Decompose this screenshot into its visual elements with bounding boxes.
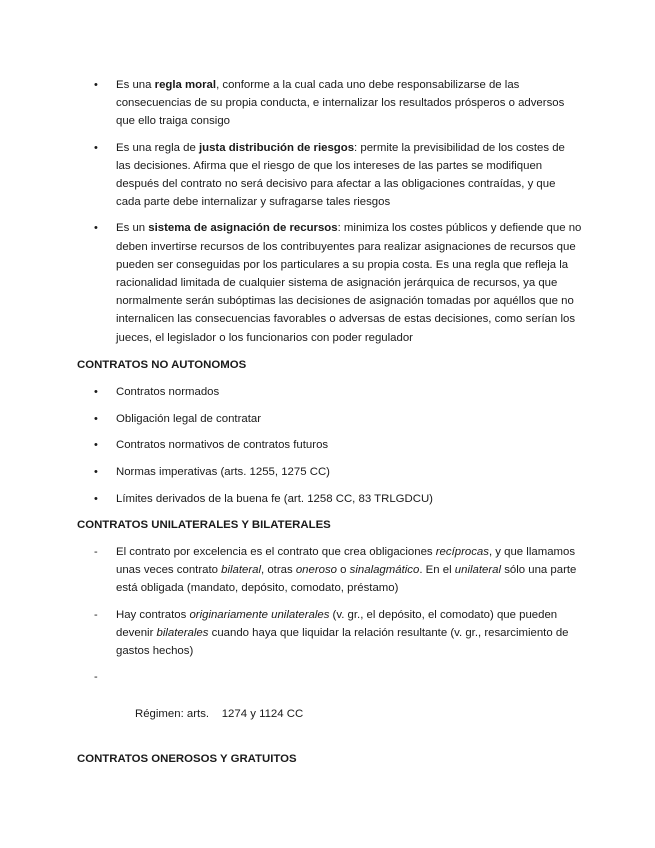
bullet-marker: • (94, 466, 98, 479)
list-item (0, 668, 582, 741)
item-bold: justa distribución de riesgos (198, 141, 355, 154)
section-heading-onerosos: CONTRATOS ONEROSOS Y GRATUITOS (77, 753, 297, 765)
section-heading-unilaterales: CONTRATOS UNILATERALES Y BILATERALES (77, 519, 331, 531)
item-text: Régimen: arts. 1274 y 1124 CC (135, 707, 304, 720)
item-text: cuando haya que liquidar la relación resultante (v. gr., resarcimiento de gastos hechos) (116, 626, 569, 658)
list-item (0, 436, 582, 454)
item-text: , otras (261, 564, 296, 577)
item-text: (v. gr., el depósito, el comodato) que pueden devenir (116, 608, 558, 639)
principles-list (0, 76, 582, 347)
list-item (0, 490, 582, 508)
list-item (0, 139, 582, 212)
item-text: o (337, 564, 350, 577)
dash-marker: - (94, 608, 98, 621)
list-item (0, 219, 582, 346)
item-text: Contratos normativos de contratos futuros (116, 439, 329, 452)
bullet-marker: • (94, 79, 98, 91)
item-italic: recíprocas (435, 546, 489, 558)
item-suffix: : permite la previsibilidad de los costes de las decisiones. Afirma que el riesgo de que los intereses de las partes se modifiquen después del contrato no será decisivo para afectar a las obligaciones contraídas, y que cada parte debe internalizar y sufragarse tales riesgos (116, 141, 565, 209)
item-text: Hay contratos (116, 608, 190, 621)
item-suffix: : minimiza los costes públicos y defiende que no deben invertirse recursos de los contribuyentes para realizar asignaciones de recursos que pueden ser conseguidas por los particulares a su propia costa. Es una regla que refleja la racionalidad limitada de cualquier sistema de asignación jerárquica de recursos, ya que normalmente serán subóptimas las decisiones de asignación tomadas por aquéllos que no internalicen las consecuencias favorables o adversas de estas decisiones, como serían los jueces, el legislador o los funcionarios con poder regulador (116, 222, 582, 344)
item-prefix: Es una regla de (116, 141, 199, 154)
item-text: Contratos normados (116, 386, 220, 398)
item-italic: bilaterales (156, 626, 209, 639)
no-autonomos-list (0, 383, 582, 508)
bullet-marker: • (94, 412, 98, 425)
item-text: . En el (419, 564, 455, 577)
item-text: Obligación legal de contratar (116, 412, 262, 425)
item-italic: originariamente unilaterales (189, 608, 330, 621)
item-text: Límites derivados de la buena fe (art. 1258 CC, 83 TRLGDCU) (116, 492, 433, 505)
dash-marker: - (94, 546, 98, 558)
list-item (0, 383, 582, 401)
bullet-marker: • (94, 439, 98, 452)
item-bold: sistema de asignación de recursos (148, 222, 338, 235)
item-suffix: , conforme a la cual cada uno debe responsabilizarse de las consecuencias de su propia conducta, e internalizar los resultados prósperos o adversos que ello traiga consigo (116, 79, 565, 128)
item-text: sólo una parte está obligada (mandato, depósito, comodato, préstamo) (116, 564, 577, 595)
item-bold: regla moral (154, 79, 217, 91)
item-text: Normas imperativas (arts. 1255, 1275 CC) (116, 466, 330, 479)
item-italic: unilateral (454, 564, 502, 577)
bullet-marker: • (94, 386, 98, 398)
list-item (0, 606, 582, 661)
list-item (0, 463, 582, 481)
list-item (0, 543, 582, 598)
item-text: El contrato por excelencia es el contrato que crea obligaciones (116, 546, 436, 558)
list-item (0, 76, 582, 131)
item-italic: sinalagmático (349, 564, 420, 577)
section-heading-no-autonomos: CONTRATOS NO AUTONOMOS (77, 359, 247, 371)
item-italic: oneroso (295, 564, 337, 577)
bullet-marker: • (94, 492, 98, 505)
item-italic: bilateral (221, 564, 261, 577)
item-prefix: Es una (116, 79, 155, 91)
item-text: , y que llamamos unas veces contrato (116, 546, 576, 577)
bullet-marker: • (94, 141, 98, 154)
item-prefix: Es un (116, 222, 149, 235)
bullet-marker: • (94, 222, 98, 235)
unilaterales-list (0, 543, 582, 741)
list-item (0, 410, 582, 428)
dash-marker: - (94, 671, 98, 684)
